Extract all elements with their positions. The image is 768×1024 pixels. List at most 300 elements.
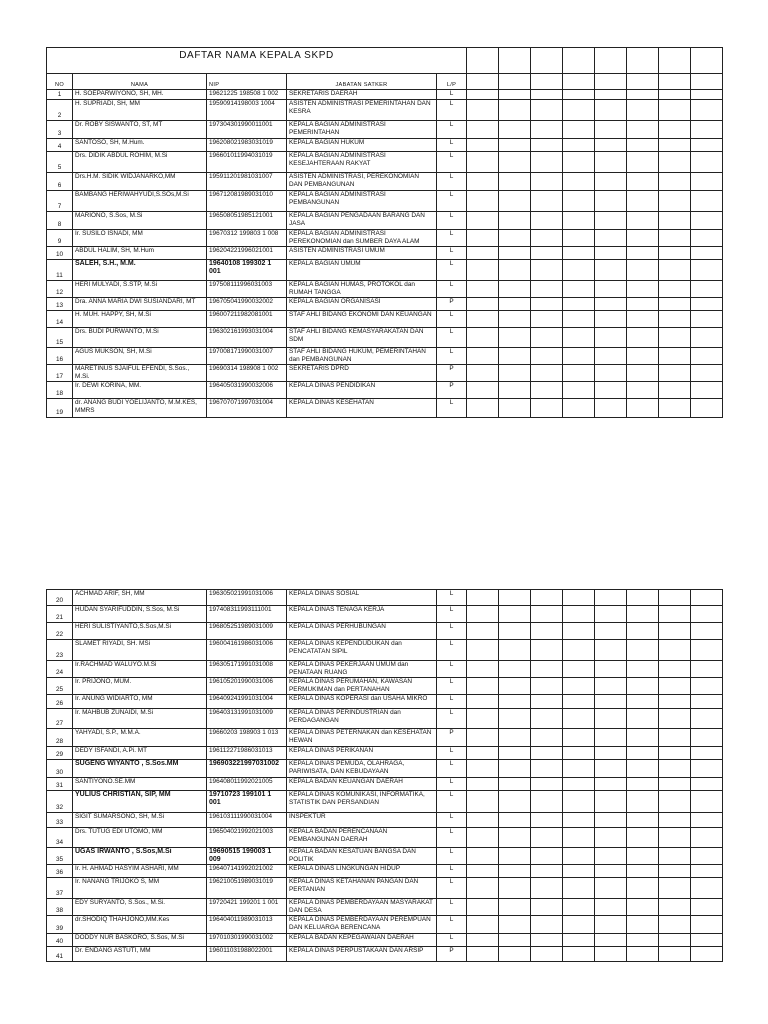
row-jabatan: KEPALA DINAS PEMBERDAYAAN PEREMPUAN DAN KELUARGA BERENCANA [287,916,437,934]
row-jabatan: KEPALA DINAS PERUMAHAN, KAWASAN PERMUKIMAN dan PERTANAHAN [287,678,437,695]
table-row [47,899,723,916]
row-lp: L [437,328,467,348]
row-number: 4 [47,139,73,152]
empty-cell [595,695,627,709]
row-number: 14 [47,311,73,328]
empty-cell [595,212,627,230]
empty-cell [499,947,531,962]
row-lp: L [437,348,467,365]
empty-cell [595,813,627,828]
empty-cell [659,709,691,729]
empty-cell [659,828,691,848]
empty-cell [627,916,659,934]
empty-cell [691,916,723,934]
table-row [47,848,723,865]
empty-cell [659,191,691,212]
row-lp: P [437,298,467,311]
row-nip: 196103111990031004 [207,813,287,828]
empty-cell [659,74,691,90]
row-nip: 196404011989031013 [207,916,287,934]
empty-cell [531,828,563,848]
empty-cell [659,640,691,661]
row-nip: 196004161986031006 [207,640,287,661]
empty-cell [659,281,691,298]
row-jabatan: KEPALA DINAS KESEHATAN [287,399,437,418]
row-number: 25 [47,678,73,695]
empty-cell [627,760,659,778]
row-nama: MARETINUS SJAIFUL EFENDI, S.Sos., M.Si. [73,365,207,382]
table-row [47,247,723,260]
empty-cell [563,791,595,813]
empty-cell [659,623,691,640]
empty-cell [531,661,563,678]
row-nip: 195911201981031007 [207,173,287,191]
empty-cell [499,212,531,230]
row-lp: L [437,173,467,191]
empty-cell [499,247,531,260]
empty-cell [627,791,659,813]
empty-cell [691,778,723,791]
empty-cell [531,865,563,878]
row-nip: 196305021991031006 [207,590,287,606]
empty-cell [531,48,563,74]
empty-cell [627,709,659,729]
empty-cell [595,678,627,695]
empty-cell [627,934,659,947]
row-lp: L [437,311,467,328]
empty-cell [563,365,595,382]
empty-cell [691,878,723,899]
row-nama: H. SUPRIADI, SH, MM [73,100,207,121]
table-row [47,828,723,848]
empty-cell [531,230,563,247]
empty-cell [691,695,723,709]
empty-cell [627,606,659,623]
table-row [47,139,723,152]
row-jabatan: KEPALA BAGIAN HUKUM [287,139,437,152]
table-row [47,365,723,382]
table-row [47,260,723,281]
empty-cell [499,678,531,695]
empty-cell [691,139,723,152]
row-lp: L [437,899,467,916]
title-row [47,48,723,74]
empty-cell [595,298,627,311]
empty-cell [563,121,595,139]
empty-cell [659,678,691,695]
row-jabatan: KEPALA BADAN KEPEGAWAIAN DAERAH [287,934,437,947]
empty-cell [627,365,659,382]
empty-cell [691,747,723,760]
row-number: 29 [47,747,73,760]
empty-cell [627,947,659,962]
empty-cell [595,848,627,865]
row-jabatan: KEPALA BADAN KEUANGAN DAERAH [287,778,437,791]
empty-cell [659,695,691,709]
empty-cell [563,74,595,90]
row-number: 20 [47,590,73,606]
empty-cell [691,382,723,399]
empty-cell [691,947,723,962]
row-nip: 197008171990031007 [207,348,287,365]
empty-cell [467,813,499,828]
row-nama: BAMBANG HERIWAHYUDI,S.SOs,M.Si [73,191,207,212]
row-nip: 196408011992021005 [207,778,287,791]
empty-cell [467,865,499,878]
empty-cell [499,899,531,916]
row-nip: 196508051985121001 [207,212,287,230]
row-nama: Drs.H.M. SIDIK WIDJANARKO,MM [73,173,207,191]
row-nip: 196712081989031010 [207,191,287,212]
empty-cell [563,348,595,365]
row-nama: Ir.RACHMAD WALUYO.M.Si [73,661,207,678]
empty-cell [531,382,563,399]
empty-cell [659,260,691,281]
row-jabatan: KEPALA DINAS PEMBERDAYAAN MASYARAKAT DAN DESA [287,899,437,916]
row-jabatan: KEPALA BAGIAN PENGADAAN BARANG DAN JASA [287,212,437,230]
row-lp: L [437,695,467,709]
empty-cell [531,399,563,418]
empty-cell [595,230,627,247]
empty-cell [691,260,723,281]
empty-cell [563,878,595,899]
row-nip: 196504021992021003 [207,828,287,848]
table-row [47,791,723,813]
empty-cell [659,729,691,747]
empty-cell [563,661,595,678]
row-nip: 196204221996021001 [207,247,287,260]
empty-cell [467,778,499,791]
row-number: 11 [47,260,73,281]
empty-cell [659,791,691,813]
empty-cell [467,916,499,934]
row-number: 15 [47,328,73,348]
row-jabatan: KEPALA DINAS KOMUNIKASI, INFORMATIKA, STATISTIK DAN PERSANDIAN [287,791,437,813]
empty-cell [627,695,659,709]
empty-cell [499,747,531,760]
row-lp: L [437,152,467,173]
empty-cell [467,90,499,100]
empty-cell [563,947,595,962]
empty-cell [563,191,595,212]
row-number: 27 [47,709,73,729]
empty-cell [595,311,627,328]
empty-cell [627,899,659,916]
empty-cell [499,382,531,399]
row-number: 10 [47,247,73,260]
row-nip: 19660203 198903 1 013 [207,729,287,747]
empty-cell [595,729,627,747]
empty-cell [563,281,595,298]
row-number: 1 [47,90,73,100]
row-nip: 196409241991031004 [207,695,287,709]
row-lp: L [437,640,467,661]
empty-cell [627,878,659,899]
row-jabatan: KEPALA DINAS PERHUBUNGAN [287,623,437,640]
row-number: 18 [47,382,73,399]
empty-cell [531,729,563,747]
row-nip: 19710723 199101 1 001 [207,791,287,813]
empty-cell [563,916,595,934]
empty-cell [691,899,723,916]
empty-cell [659,947,691,962]
empty-cell [659,90,691,100]
table-row [47,813,723,828]
empty-cell [563,865,595,878]
row-nama: Ir. ANUNG WIDIARTO, MM [73,695,207,709]
empty-cell [595,399,627,418]
row-jabatan: KEPALA BAGIAN ADMINISTRASI PEMERINTAHAN [287,121,437,139]
empty-cell [627,152,659,173]
row-lp: L [437,230,467,247]
empty-cell [563,173,595,191]
empty-cell [627,311,659,328]
empty-cell [467,121,499,139]
empty-cell [659,934,691,947]
row-nip: 19621225 198508 1 002 [207,90,287,100]
empty-cell [499,230,531,247]
row-number: 35 [47,848,73,865]
empty-cell [595,121,627,139]
row-nama: Ir. H. AHMAD HASYIM ASHARI, MM [73,865,207,878]
empty-cell [563,729,595,747]
row-nama: UGAS IRWANTO , S.Sos,M.Si [73,848,207,865]
header-row [47,74,723,90]
empty-cell [595,623,627,640]
empty-cell [467,828,499,848]
row-lp: L [437,606,467,623]
row-jabatan: ASISTEN ADMINISTRASI, PEREKONOMIAN DAN PEMBANGUNAN [287,173,437,191]
row-nama: Dra. ANNA MARIA DWI SUSIANDARI, MT [73,298,207,311]
row-lp: L [437,623,467,640]
row-nama: SLAMET RIYADI, SH. MSi [73,640,207,661]
empty-cell [499,590,531,606]
empty-cell [691,640,723,661]
empty-cell [531,100,563,121]
row-lp: L [437,934,467,947]
empty-cell [531,121,563,139]
empty-cell [659,348,691,365]
empty-cell [531,791,563,813]
empty-cell [531,328,563,348]
empty-cell [595,606,627,623]
empty-cell [499,74,531,90]
empty-cell [627,865,659,878]
empty-cell [499,848,531,865]
empty-cell [595,100,627,121]
empty-cell [595,878,627,899]
table-row [47,678,723,695]
skpd-table-page-1 [46,47,723,418]
empty-cell [531,348,563,365]
row-nip: 196407141992021002 [207,865,287,878]
row-number: 17 [47,365,73,382]
empty-cell [467,695,499,709]
empty-cell [691,365,723,382]
empty-cell [531,606,563,623]
empty-cell [563,90,595,100]
empty-cell [531,778,563,791]
empty-cell [595,328,627,348]
empty-cell [659,399,691,418]
row-nip: 19690314 198908 1 002 [207,365,287,382]
empty-cell [659,311,691,328]
row-nip: 196305171991031008 [207,661,287,678]
empty-cell [595,934,627,947]
row-jabatan: KEPALA DINAS KETAHANAN PANGAN DAN PERTANIAN [287,878,437,899]
empty-cell [691,828,723,848]
row-lp: L [437,90,467,100]
empty-cell [531,695,563,709]
table-row [47,328,723,348]
empty-cell [563,139,595,152]
empty-cell [659,230,691,247]
empty-cell [467,152,499,173]
empty-cell [467,661,499,678]
document-title: DAFTAR NAMA KEPALA SKPD [47,48,467,74]
empty-cell [595,382,627,399]
row-jabatan: KEPALA BAGIAN UMUM [287,260,437,281]
empty-cell [467,791,499,813]
empty-cell [467,311,499,328]
row-nip: 19690515 199003 1 009 [207,848,287,865]
table-row [47,590,723,606]
empty-cell [659,139,691,152]
empty-cell [563,100,595,121]
row-jabatan: ASISTEN ADMINISTRASI PEMERINTAHAN DAN KESRA [287,100,437,121]
empty-cell [627,90,659,100]
empty-cell [659,173,691,191]
row-jabatan: KEPALA BAGIAN ADMINISTRASI PEREKONOMIAN dan SUMBER DAYA ALAM [287,230,437,247]
empty-cell [531,878,563,899]
empty-cell [627,100,659,121]
row-lp: L [437,747,467,760]
empty-cell [691,709,723,729]
empty-cell [531,212,563,230]
empty-cell [563,247,595,260]
empty-cell [467,678,499,695]
empty-cell [691,678,723,695]
empty-cell [627,848,659,865]
empty-cell [627,281,659,298]
table-row [47,399,723,418]
empty-cell [499,328,531,348]
row-lp: P [437,382,467,399]
row-jabatan: STAF AHLI BIDANG HUKUM, PEMERINTAHAN dan PEMBANGUNAN [287,348,437,365]
row-lp: L [437,399,467,418]
empty-cell [499,865,531,878]
row-nama: ACHMAD ARIF, SH, MM [73,590,207,606]
row-nip: 196112271986031013 [207,747,287,760]
row-nip: 196302161993031004 [207,328,287,348]
row-number: 37 [47,878,73,899]
row-nama: SALEH, S.H., M.M. [73,260,207,281]
row-nama: H. MUH. HAPPY, SH, M.Si [73,311,207,328]
row-lp: L [437,590,467,606]
empty-cell [659,661,691,678]
empty-cell [467,173,499,191]
empty-cell [499,623,531,640]
row-nama: dr.SHODIQ THAHJONO,MM.Kes [73,916,207,934]
skpd-table-page-2 [46,589,723,962]
empty-cell [499,791,531,813]
empty-cell [563,399,595,418]
row-number: 30 [47,760,73,778]
empty-cell [691,152,723,173]
row-nama: SANTOSO, SH, M.Hum. [73,139,207,152]
empty-cell [563,709,595,729]
row-nip: 19640108 199302 1 001 [207,260,287,281]
empty-cell [563,382,595,399]
row-nip: 197010301990031002 [207,934,287,947]
empty-cell [659,916,691,934]
empty-cell [531,947,563,962]
empty-cell [499,348,531,365]
empty-cell [563,606,595,623]
empty-cell [691,865,723,878]
row-nama: dr. ANANG BUDI YOELIJANTO, M.M.KES, MMRS [73,399,207,418]
empty-cell [531,590,563,606]
empty-cell [595,947,627,962]
empty-cell [499,48,531,74]
empty-cell [595,139,627,152]
row-jabatan: KEPALA DINAS KOPERASI dan USAHA MIKRO [287,695,437,709]
empty-cell [467,640,499,661]
empty-cell [563,747,595,760]
empty-cell [627,623,659,640]
row-nama: Drs. TUTUG EDI UTOMO, MM [73,828,207,848]
row-lp: L [437,760,467,778]
empty-cell [467,760,499,778]
empty-cell [563,640,595,661]
empty-cell [595,661,627,678]
empty-cell [499,934,531,947]
empty-cell [659,878,691,899]
empty-cell [499,152,531,173]
empty-cell [531,899,563,916]
empty-cell [659,606,691,623]
table-row [47,191,723,212]
table-row [47,747,723,760]
row-number: 8 [47,212,73,230]
empty-cell [531,709,563,729]
empty-cell [563,48,595,74]
empty-cell [627,729,659,747]
empty-cell [499,191,531,212]
table-row [47,865,723,878]
empty-cell [467,328,499,348]
row-number: 24 [47,661,73,678]
row-nip: 197304301990011001 [207,121,287,139]
empty-cell [691,848,723,865]
empty-cell [467,623,499,640]
empty-cell [467,709,499,729]
empty-cell [467,48,499,74]
empty-cell [595,348,627,365]
empty-cell [499,399,531,418]
empty-cell [659,747,691,760]
row-jabatan: KEPALA DINAS LINGKUNGAN HIDUP [287,865,437,878]
empty-cell [467,298,499,311]
row-jabatan: KEPALA DINAS KEPENDUDUKAN dan PENCATATAN SIPIL [287,640,437,661]
empty-cell [691,281,723,298]
empty-cell [499,365,531,382]
empty-cell [595,281,627,298]
empty-cell [467,365,499,382]
empty-cell [531,298,563,311]
row-number: 21 [47,606,73,623]
empty-cell [531,281,563,298]
